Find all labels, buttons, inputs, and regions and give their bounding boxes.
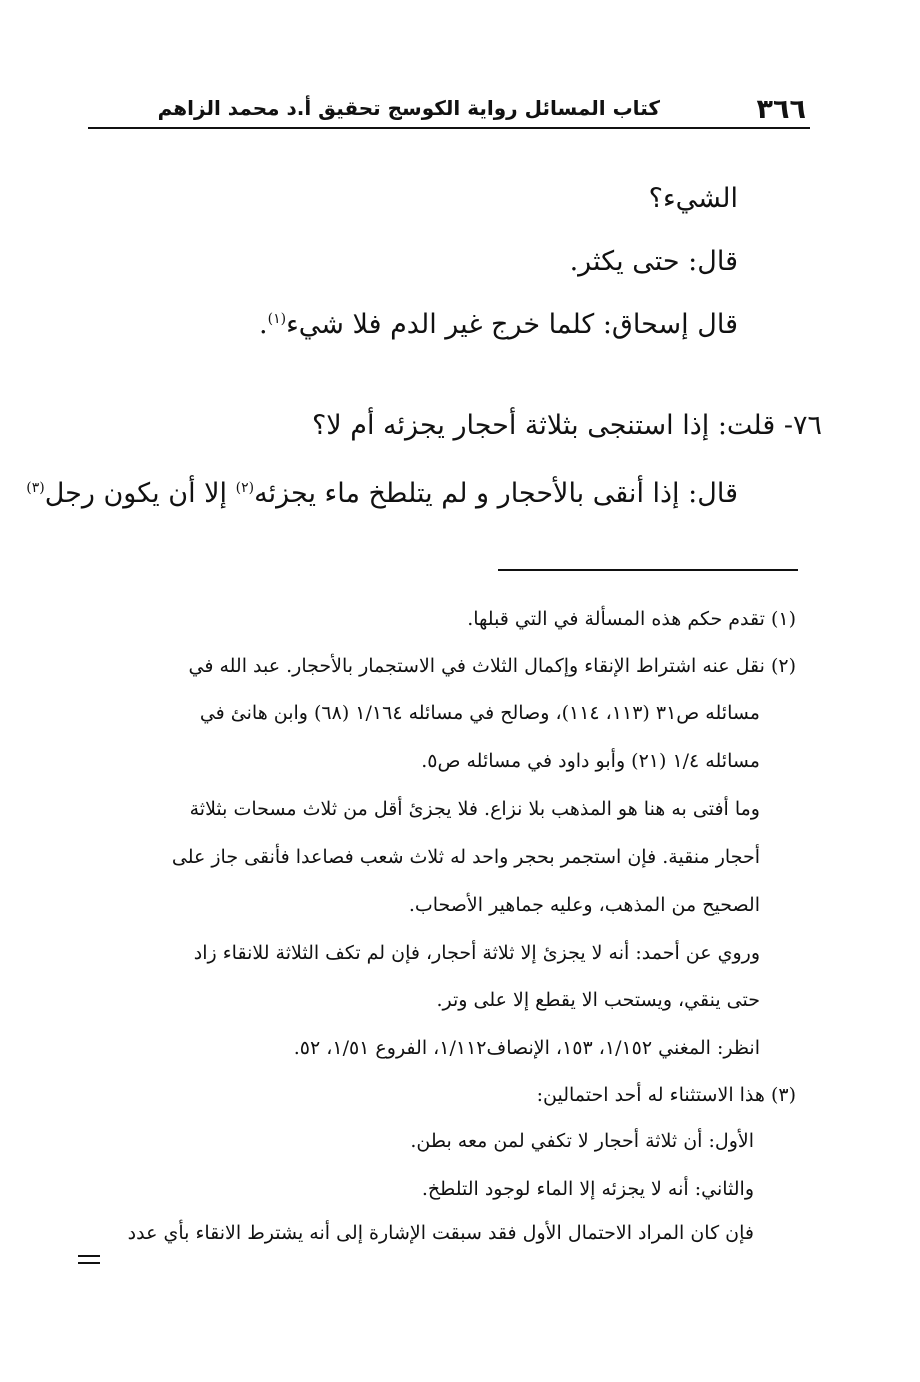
footnote-3-line-4: فإن كان المراد الاحتمال الأول فقد سبقت الإشارة إلى أنه يشترط الانقاء بأي عدد: [127, 1222, 754, 1244]
header-rule: [88, 127, 810, 129]
footnote-2-line-8: حتى ينقي، ويستحب الا يقطع إلا على وتر.: [436, 989, 760, 1011]
footnote-3-line-1: (٣) هذا الاستثناء له أحد احتمالين:: [536, 1084, 796, 1106]
footnote-2-line-4: وما أفتى به هنا هو المذهب بلا نزاع. فلا يجزئ أقل من ثلاث مسحات بثلاثة: [189, 798, 760, 820]
body-line-1: الشيء؟: [648, 183, 738, 214]
continuation-mark: [78, 1255, 100, 1269]
footnote-2-line-6: الصحيح من المذهب، وعليه جماهير الأصحاب.: [408, 894, 760, 916]
body-line-3-text: قال إسحاق: كلما خرج غير الدم فلا شيء: [286, 309, 738, 340]
footnote-2-line-7: وروي عن أحمد: أنه لا يجزئ إلا ثلاثة أحجار، فإن لم تكف الثلاثة للانقاء زاد: [193, 942, 760, 964]
body-line-2: قال: حتى يكثر.: [569, 246, 738, 277]
footnote-2-line-1: (٢) نقل عنه اشتراط الإنقاء وإكمال الثلاث في الاستجمار بالأحجار. عبد الله في: [188, 655, 796, 677]
footnote-ref-3[interactable]: (٣): [26, 480, 45, 496]
answer-text-a: قال: إذا أنقى بالأحجار و لم يتلطخ ماء يجزئه: [254, 478, 738, 509]
running-title: كتاب المسائل رواية الكوسج تحقيق أ.د محمد الزاهم: [157, 96, 660, 120]
footnote-2-line-3: مسائله ١/٤ (٢١) وأبو داود في مسائله ص٥.: [421, 750, 760, 772]
footnote-1: (١) تقدم حكم هذه المسألة في التي قبلها.: [467, 608, 796, 630]
footnote-3-line-3: والثاني: أنه لا يجزئه إلا الماء لوجود التلطخ.: [421, 1178, 754, 1200]
footnote-2-line-2: مسائله ص٣١ (١١٣، ١١٤)، وصالح في مسائله ١/١٦٤ (٦٨) وابن هانئ في: [199, 702, 760, 724]
footnote-2-line-5: أحجار منقية. فإن استجمر بحجر واحد له ثلاث شعب فصاعدا فأنقى جاز على: [171, 846, 760, 868]
question-76: ٧٦- قلت: إذا استنجى بثلاثة أحجار يجزئه أم لا؟: [311, 410, 822, 441]
answer-text-b: إلا أن يكون رجل: [44, 478, 236, 509]
page-number: ٣٦٦: [756, 94, 806, 125]
footnote-3-line-2: الأول: أن ثلاثة أحجار لا تكفي لمن معه بطن.: [410, 1130, 754, 1152]
footnote-ref-1[interactable]: (١): [267, 311, 287, 327]
footnote-2-references: انظر: المغني ١/١٥٢، ١٥٣، الإنصاف١/١١٢، الفروع ١/٥١، ٥٢.: [293, 1037, 760, 1059]
body-line-3-end: .: [259, 309, 268, 340]
footnote-separator: [498, 569, 798, 571]
body-line-3: [259, 309, 738, 340]
footnote-ref-2[interactable]: (٢): [235, 480, 255, 496]
page-header: [88, 88, 810, 128]
answer-line: [26, 478, 738, 509]
